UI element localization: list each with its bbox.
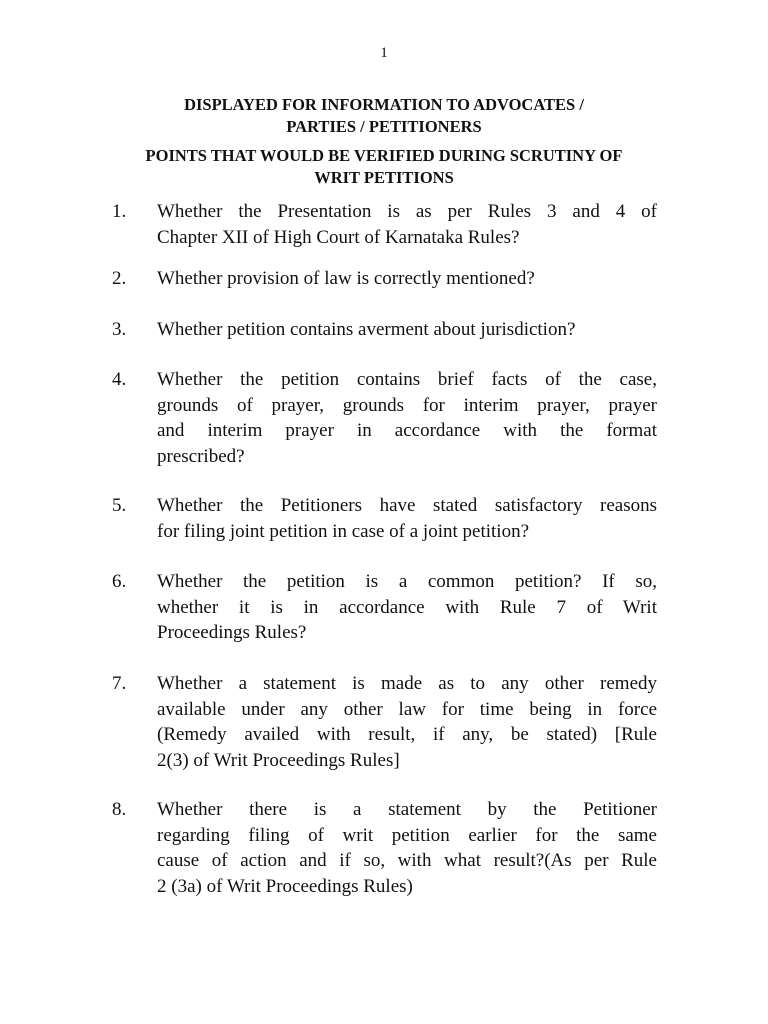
item-text-line: (Remedy availed with result, if any, be stated) [Rule xyxy=(157,724,657,745)
item-text xyxy=(157,493,657,544)
item-text-line: Whether a statement is made as to any other remedy xyxy=(157,673,657,694)
item-text xyxy=(157,266,657,292)
item-text xyxy=(157,671,657,773)
item-text-line: Whether the petition contains brief facts of the case, xyxy=(157,369,657,390)
scrutiny-heading xyxy=(110,145,658,189)
item-text-line: Whether the petition is a common petition? If so, xyxy=(157,571,657,592)
item-number: 3. xyxy=(112,319,127,340)
notice-heading-line: PARTIES / PETITIONERS xyxy=(286,117,482,136)
item-text-line: available under any other law for time being in force xyxy=(157,698,657,720)
item-text xyxy=(157,317,657,343)
item-text-line: Whether provision of law is correctly mentioned? xyxy=(157,268,535,289)
item-number: 1. xyxy=(112,201,127,222)
item-text-line: regarding filing of writ petition earlier for the same xyxy=(157,824,657,846)
item-text-line: 2 (3a) of Writ Proceedings Rules) xyxy=(157,875,413,897)
item-text-line: for filing joint petition in case of a joint petition? xyxy=(157,520,530,542)
scrutiny-heading-line: WRIT PETITIONS xyxy=(314,168,454,187)
item-text-line: grounds of prayer, grounds for interim prayer, prayer xyxy=(157,394,657,416)
item-text-line: cause of action and if so, with what result?(As per Rule xyxy=(157,850,657,871)
notice-heading-line: DISPLAYED FOR INFORMATION TO ADVOCATES / xyxy=(184,95,584,114)
item-text xyxy=(157,367,657,469)
item-number: 8. xyxy=(112,799,127,820)
item-text-line: Whether petition contains averment about jurisdiction? xyxy=(157,319,576,340)
item-text-line: Whether the Presentation is as per Rules 3 and 4 of xyxy=(157,201,657,222)
item-text xyxy=(157,199,657,250)
item-number: 6. xyxy=(112,571,127,592)
item-text-line: whether it is in accordance with Rule 7 of Writ xyxy=(157,596,657,618)
item-text-line: Chapter XII of High Court of Karnataka Rules? xyxy=(157,226,520,248)
item-text xyxy=(157,569,657,646)
page-number: 1 xyxy=(380,45,388,61)
item-text-line: Whether the Petitioners have stated satisfactory reasons xyxy=(157,495,657,516)
item-text-line: Proceedings Rules? xyxy=(157,622,307,643)
item-text-line: and interim prayer in accordance with the format xyxy=(157,420,657,441)
item-number: 2. xyxy=(112,268,127,289)
notice-heading xyxy=(110,94,658,138)
item-text-line: Whether there is a statement by the Petitioner xyxy=(157,799,657,820)
item-number: 4. xyxy=(112,369,127,390)
item-text xyxy=(157,797,657,899)
item-text-line: prescribed? xyxy=(157,445,245,467)
item-text-line: 2(3) of Writ Proceedings Rules] xyxy=(157,749,400,771)
item-number: 5. xyxy=(112,495,127,516)
scrutiny-heading-line: POINTS THAT WOULD BE VERIFIED DURING SCRUTINY OF xyxy=(145,146,623,165)
item-number: 7. xyxy=(112,673,127,694)
